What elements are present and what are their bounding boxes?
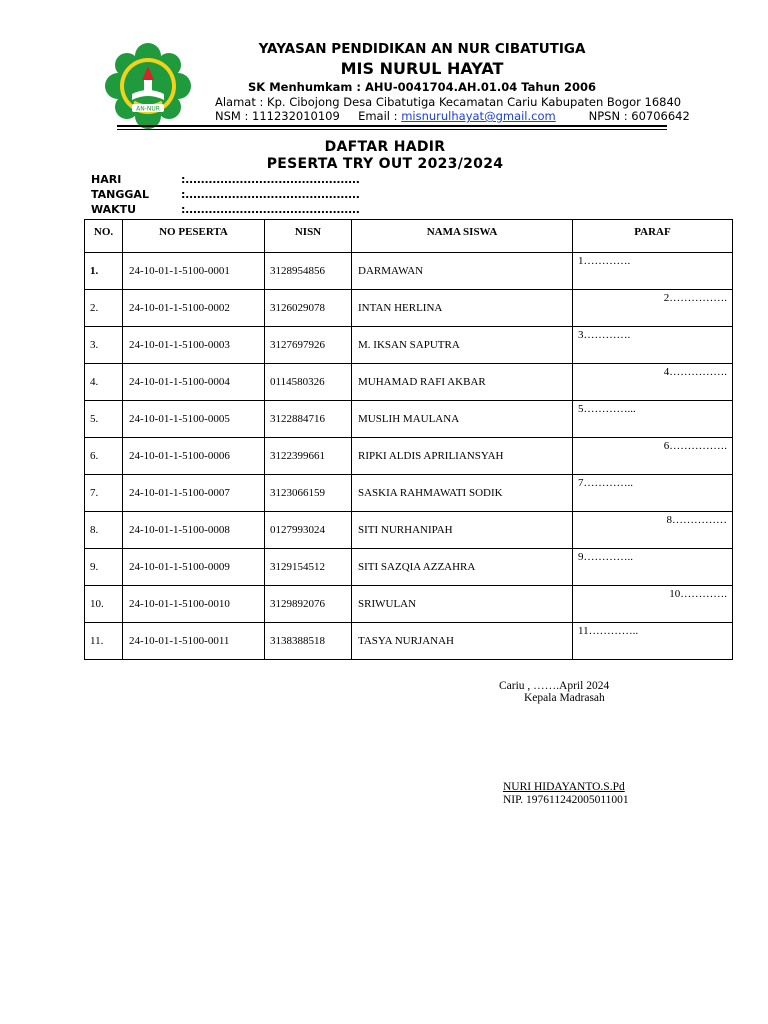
- foundation-name: YAYASAN PENDIDIKAN AN NUR CIBATUTIGA: [258, 41, 586, 57]
- sk-number: SK Menhumkam : AHU-0041704.AH.01.04 Tahun 2006: [248, 80, 596, 94]
- header-divider-thick: [117, 125, 667, 127]
- field-label-tanggal: TANGGAL: [91, 188, 149, 201]
- row-number: 3.: [85, 327, 123, 364]
- table-row: [85, 290, 733, 327]
- signature-place-date: Cariu , …….April 2024: [499, 680, 610, 692]
- nisn-value: 3126029078: [265, 290, 352, 327]
- row-number: 7.: [85, 475, 123, 512]
- signature-cell[interactable]: [573, 549, 733, 586]
- signature-slot: 6…………….: [663, 440, 727, 452]
- email-label: Email :: [358, 109, 398, 123]
- signature-slot: 4…………….: [663, 366, 727, 378]
- nisn-value: 3138388518: [265, 623, 352, 660]
- header-nama-siswa: NAMA SISWA: [352, 220, 573, 253]
- signature-slot: 1………….: [578, 255, 631, 267]
- participant-number: 24-10-01-1-5100-0004: [123, 364, 265, 401]
- school-name: MIS NURUL HAYAT: [340, 59, 504, 78]
- signature-cell[interactable]: [573, 512, 733, 549]
- participant-number: 24-10-01-1-5100-0008: [123, 512, 265, 549]
- row-number: 6.: [85, 438, 123, 475]
- nisn-value: 3129154512: [265, 549, 352, 586]
- field-label-hari: HARI: [91, 173, 122, 186]
- nisn-value: 3127697926: [265, 327, 352, 364]
- row-number: 8.: [85, 512, 123, 549]
- signature-slot: 2…………….: [663, 292, 727, 304]
- signature-slot: 5…………...: [578, 403, 636, 415]
- nisn-value: 3123066159: [265, 475, 352, 512]
- signature-cell[interactable]: [573, 364, 733, 401]
- student-name: SASKIA RAHMAWATI SODIK: [352, 475, 573, 512]
- signature-slot: 3………….: [578, 329, 631, 341]
- row-number: 5.: [85, 401, 123, 438]
- signatory-name: NURI HIDAYANTO.S.Pd: [503, 781, 625, 793]
- student-name: MUHAMAD RAFI AKBAR: [352, 364, 573, 401]
- signature-slot: 7…………..: [578, 477, 633, 489]
- student-name: SRIWULAN: [352, 586, 573, 623]
- field-value-waktu: :.............................................: [181, 203, 360, 216]
- nisn-value: 3128954856: [265, 253, 352, 290]
- npsn-number: NPSN : 60706642: [588, 109, 690, 123]
- row-number: 2.: [85, 290, 123, 327]
- table-row: [85, 401, 733, 438]
- table-row: [85, 364, 733, 401]
- nisn-value: 3122399661: [265, 438, 352, 475]
- header-no: NO.: [85, 220, 123, 253]
- field-label-waktu: WAKTU: [91, 203, 137, 216]
- header-paraf: PARAF: [573, 220, 733, 253]
- school-address: Alamat : Kp. Cibojong Desa Cibatutiga Kecamatan Cariu Kabupaten Bogor 16840: [215, 95, 682, 109]
- signature-cell[interactable]: [573, 475, 733, 512]
- row-number: 4.: [85, 364, 123, 401]
- participant-number: 24-10-01-1-5100-0005: [123, 401, 265, 438]
- field-value-hari: :.............................................: [181, 173, 360, 186]
- student-name: MUSLIH MAULANA: [352, 401, 573, 438]
- participant-number: 24-10-01-1-5100-0011: [123, 623, 265, 660]
- table-row: [85, 438, 733, 475]
- participant-number: 24-10-01-1-5100-0006: [123, 438, 265, 475]
- row-number: 9.: [85, 549, 123, 586]
- nisn-value: 0127993024: [265, 512, 352, 549]
- student-name: RIPKI ALDIS APRILIANSYAH: [352, 438, 573, 475]
- signature-cell[interactable]: [573, 290, 733, 327]
- nisn-value: 3129892076: [265, 586, 352, 623]
- header-nisn: NISN: [265, 220, 352, 253]
- student-name: INTAN HERLINA: [352, 290, 573, 327]
- row-number: 11.: [85, 623, 123, 660]
- document-title: DAFTAR HADIR: [324, 139, 446, 155]
- student-name: SITI SAZQIA AZZAHRA: [352, 549, 573, 586]
- signature-slot: 9…………..: [578, 551, 633, 563]
- signature-cell[interactable]: [573, 438, 733, 475]
- signature-slot: 11…………..: [578, 625, 639, 637]
- participant-number: 24-10-01-1-5100-0007: [123, 475, 265, 512]
- participant-number: 24-10-01-1-5100-0010: [123, 586, 265, 623]
- table-row: [85, 327, 733, 364]
- participant-number: 24-10-01-1-5100-0002: [123, 290, 265, 327]
- student-name: SITI NURHANIPAH: [352, 512, 573, 549]
- signature-cell[interactable]: [573, 327, 733, 364]
- student-name: M. IKSAN SAPUTRA: [352, 327, 573, 364]
- field-value-tanggal: :.............................................: [181, 188, 360, 201]
- signature-slot: 10………….: [669, 588, 727, 600]
- svg-text:AN-NUR: AN-NUR: [136, 105, 160, 113]
- nisn-value: 0114580326: [265, 364, 352, 401]
- signatory-nip: NIP. 197611242005011001: [503, 794, 629, 806]
- attendance-table: [84, 219, 733, 660]
- signature-slot: 8……………: [666, 514, 727, 526]
- table-header-row: [85, 220, 733, 253]
- signature-cell[interactable]: [573, 401, 733, 438]
- contact-line: [215, 109, 690, 123]
- student-name: DARMAWAN: [352, 253, 573, 290]
- table-row: [85, 623, 733, 660]
- signature-cell[interactable]: [573, 253, 733, 290]
- email-link[interactable]: misnurulhayat@gmail.com: [401, 109, 556, 123]
- table-row: [85, 475, 733, 512]
- nsm-number: NSM : 111232010109: [215, 109, 340, 123]
- table-row: [85, 512, 733, 549]
- header-divider-thin: [117, 129, 667, 130]
- header-no-peserta: NO PESERTA: [123, 220, 265, 253]
- signature-cell[interactable]: [573, 586, 733, 623]
- table-row: [85, 253, 733, 290]
- signature-role: Kepala Madrasah: [524, 692, 605, 704]
- signature-cell[interactable]: [573, 623, 733, 660]
- participant-number: 24-10-01-1-5100-0001: [123, 253, 265, 290]
- document-subtitle: PESERTA TRY OUT 2023/2024: [266, 156, 504, 172]
- participant-number: 24-10-01-1-5100-0003: [123, 327, 265, 364]
- table-row: [85, 549, 733, 586]
- participant-number: 24-10-01-1-5100-0009: [123, 549, 265, 586]
- row-number: 10.: [85, 586, 123, 623]
- table-row: [85, 586, 733, 623]
- student-name: TASYA NURJANAH: [352, 623, 573, 660]
- nisn-value: 3122884716: [265, 401, 352, 438]
- row-number: 1.: [85, 253, 123, 290]
